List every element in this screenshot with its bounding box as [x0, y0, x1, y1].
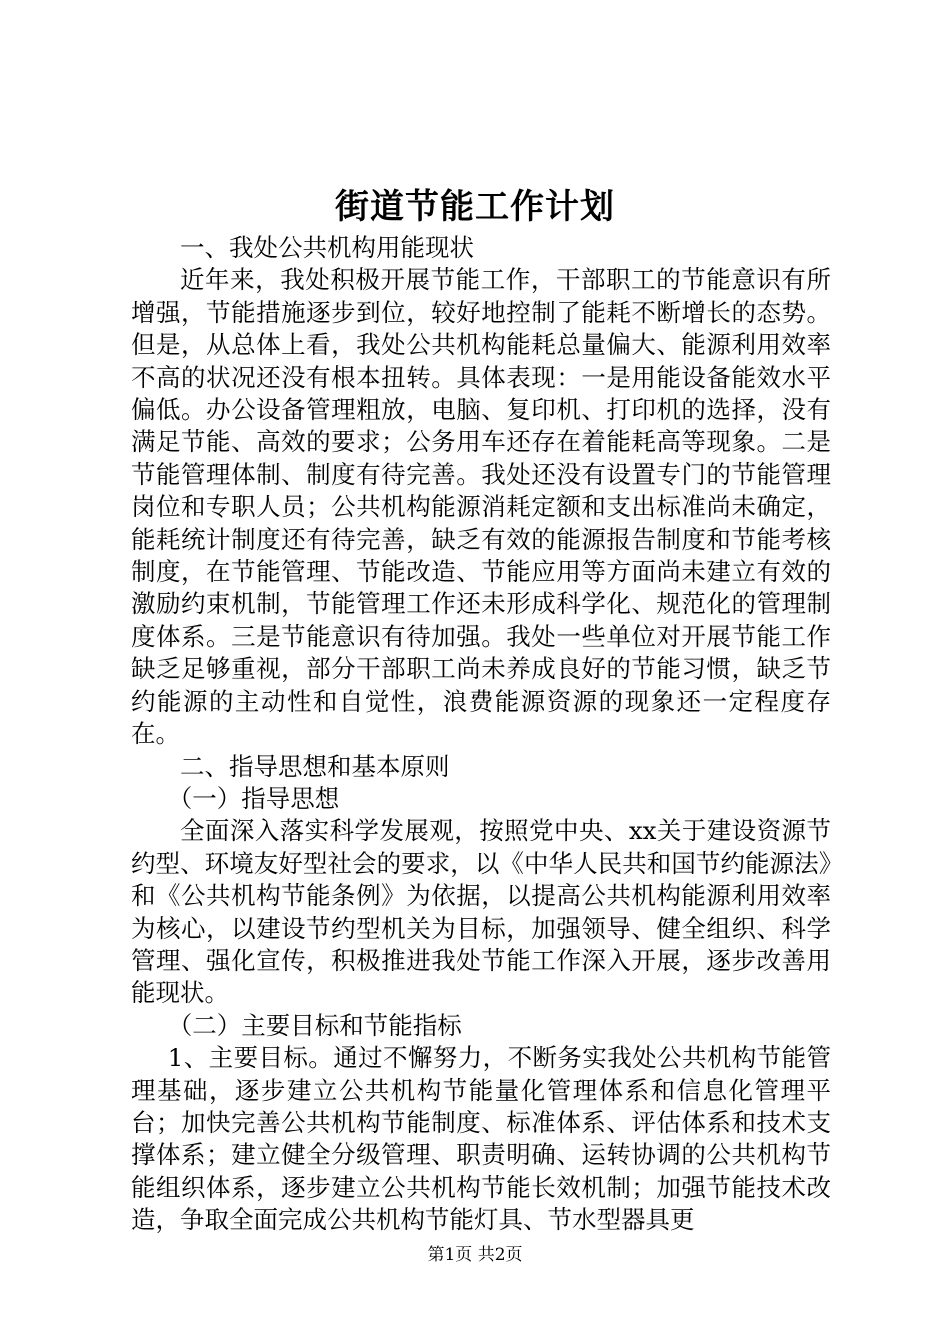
document-body [131, 232, 831, 1237]
section-heading-1: 一、我处公共机构用能现状 [180, 233, 474, 262]
paragraph-current-status: 近年来，我处积极开展节能工作，干部职工的节能意识有所增强，节能措施逐步到位，较好地控制了能耗不断增长的态势。但是，从总体上看，我处公共机构能耗总量偏大、能源利用效率不高的状况还没有根本扭转。具体表现：一是用能设备能效水平偏低。办公设备管理粗放，电脑、复印机、打印机的选择，没有满足节能、高效的要求；公务用车还存在着能耗高等现象。二是节能管理体制、制度有待完善。我处还没有设置专门的节能管理岗位和专职人员；公共机构能源消耗定额和支出标准尚未确定，能耗统计制度还有待完善，缺乏有效的能源报告制度和节能考核制度，在节能管理、节能改造、节能应用等方面尚未建立有效的激励约束机制，节能管理工作还未形成科学化、规范化的管理制度体系。三是节能意识有待加强。我处一些单位对开展节能工作缺乏足够重视，部分干部职工尚未养成良好的节能习惯，缺乏节约能源的主动性和自觉性，浪费能源资源的现象还一定程度存在。 [131, 265, 831, 749]
paragraph-main-goals: 1、主要目标。通过不懈努力，不断务实我处公共机构节能管理基础，逐步建立公共机构节能量化管理体系和信息化管理平台；加快完善公共机构节能制度、标准体系、评估体系和技术支撑体系；建立健全分级管理、职责明确、运转协调的公共机构节能组织体系，逐步建立公共机构节能长效机制；加强节能技术改造，争取全面完成公共机构节能灯具、节水型器具更 [131, 1043, 831, 1235]
subsection-heading-1: （一）指导思想 [167, 783, 340, 813]
document-title: 街道节能工作计划 [335, 187, 615, 227]
section-heading-2: 二、指导思想和基本原则 [180, 751, 450, 781]
subsection-heading-2: （二）主要目标和节能指标 [167, 1010, 462, 1040]
page-footer: 第1页 共2页 [427, 1245, 523, 1265]
paragraph-guiding-ideology: 全面深入落实科学发展观，按照党中央、xx关于建设资源节约型、环境友好型社会的要求，以《中华人民共和国节约能源法》和《公共机构节能条例》为依据，以提高公共机构能源利用效率为核心，以建设节约型机关为目标，加强领导、健全组织、科学管理、强化宣传，积极推进我处节能工作深入开展，逐步改善用能现状。 [131, 816, 831, 1008]
